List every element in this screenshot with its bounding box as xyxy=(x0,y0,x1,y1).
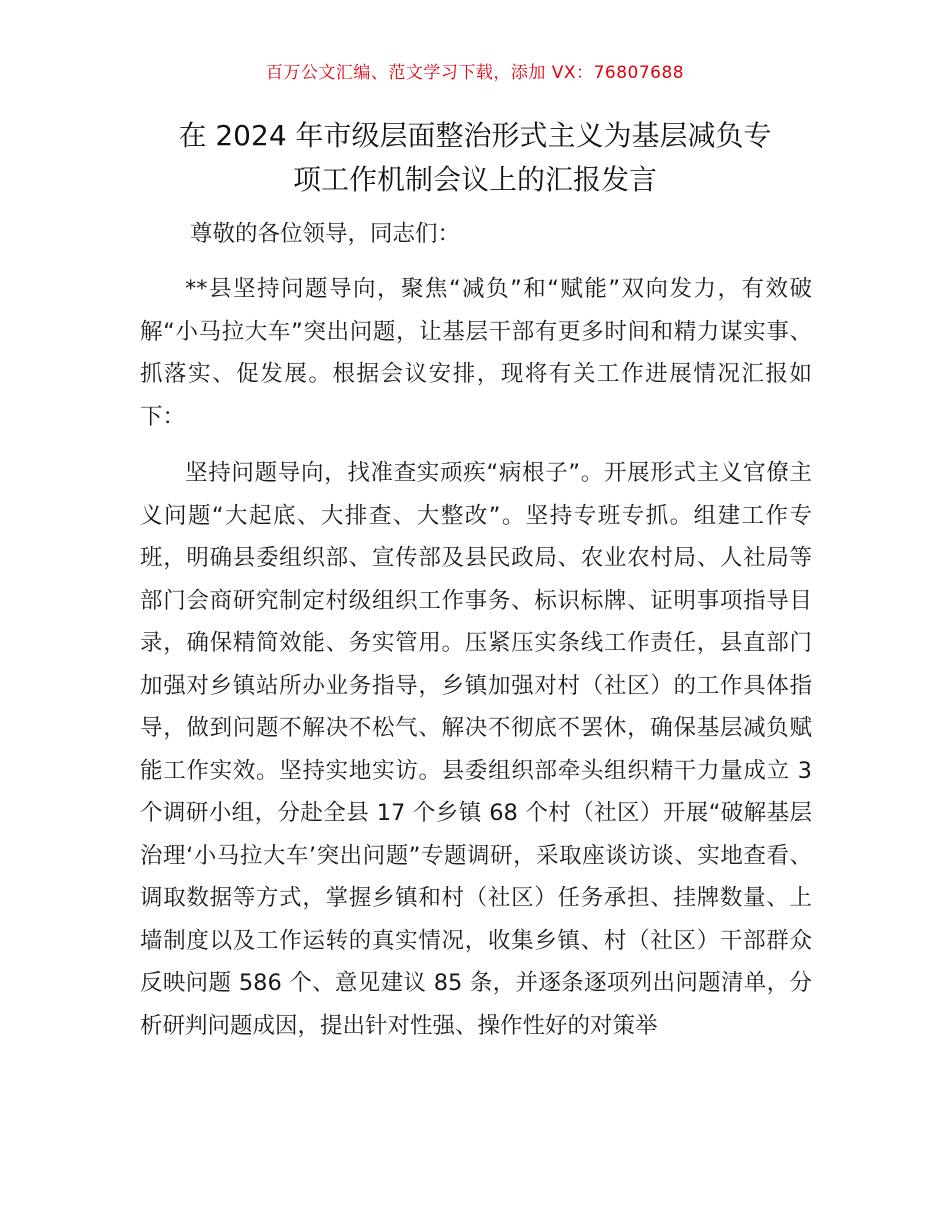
title-line-2: 项工作机制会议上的汇报发言 xyxy=(292,163,657,196)
greeting: 尊敬的各位领导，同志们： xyxy=(190,221,461,247)
paragraph-intro: **县坚持问题导向，聚焦“减负”和“赋能”双向发力，有效破解“小马拉大车”突出问题，让基层干部有更多时间和精力谋实事、抓落实、促发展。根据会议安排，现将有关工作进展情况汇报如下： xyxy=(140,276,812,430)
header-banner: 百万公文汇编、范文学习下载，添加 VX：76807688 xyxy=(265,63,685,83)
paragraph-problem-oriented: 坚持问题导向，找准查实顽疾“病根子”。开展形式主义官僚主义问题“大起底、大排查、大整改”。坚持专班专抓。组建工作专班，明确县委组织部、宣传部及县民政局、农业农村局、人社局等部门会商研究制定村级组织工作事务、标识标牌、证明事项指导目录，确保精简效能、务实管用。压紧压实条线工作责任，县直部门加强对乡镇站所办业务指导，乡镇加强对村（社区）的工作具体指导，做到问题不解决不松气、解决不彻底不罢休，确保基层减负赋能工作实效。坚持实地实访。县委组织部牵头组织精干力量成立 3 个调研小组，分赴全县 17 个乡镇 68 个村（社区）开展“破解基层治理‘小马拉大车’突出问题”专题调研，采取座谈访谈、实地查看、调取数据等方式，掌握乡镇和村（社区）任务承担、挂牌数量、上墙制度以及工作运转的真实情况，收集乡镇、村（社区）干部群众反映问题 586 个、意见建议 85 条，并逐条逐项列出问题清单，分析研判问题成因，提出针对性强、操作性好的对策举 xyxy=(140,460,812,1039)
title-line-1: 在 2024 年市级层面整治形式主义为基层减负专 xyxy=(178,119,772,152)
document-title xyxy=(140,114,810,202)
